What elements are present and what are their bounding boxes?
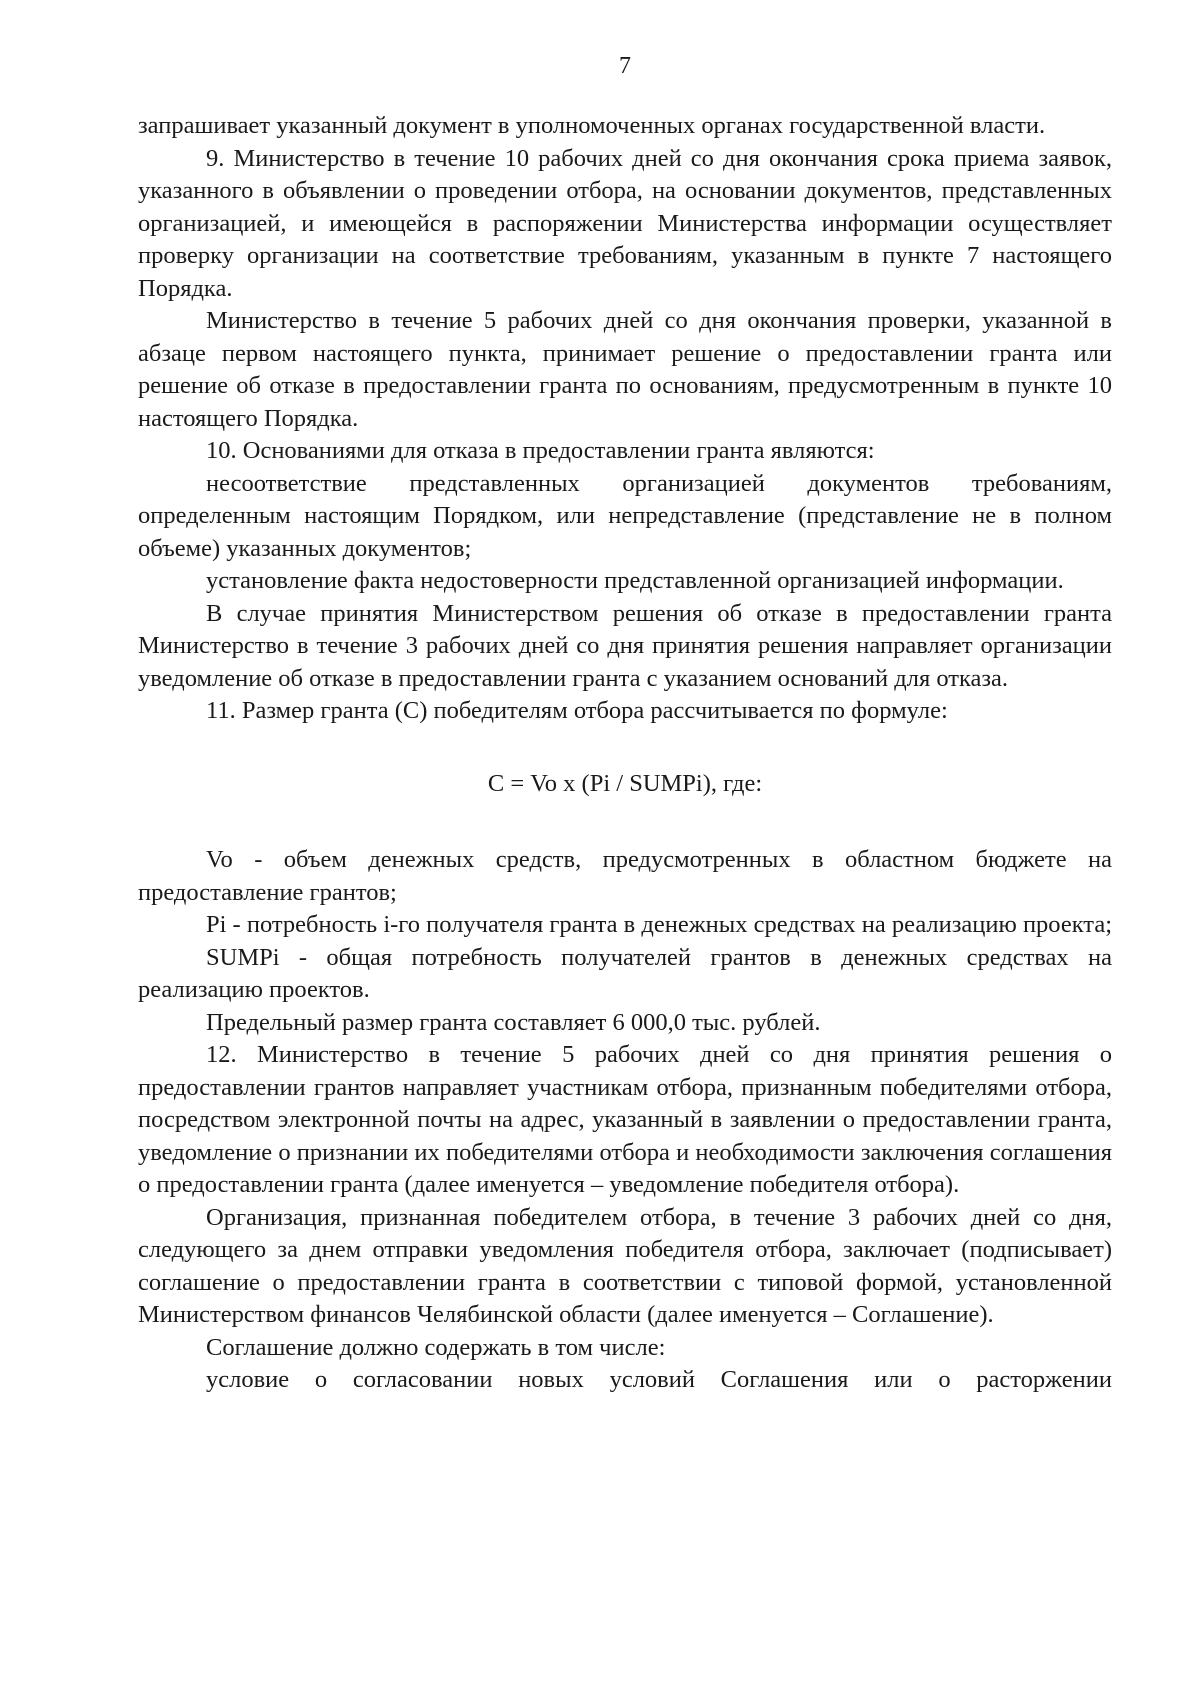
paragraph-grant-limit: Предельный размер гранта составляет 6 000,0 тыс. рублей.	[206, 1008, 821, 1036]
paragraph-agreement-contents: Соглашение должно содержать в том числе:	[206, 1333, 666, 1361]
paragraph-item-10: 10. Основаниями для отказа в предоставлении гранта являются:	[206, 437, 875, 464]
document-body	[138, 110, 1112, 1397]
paragraph-agreement-condition: условие о согласовании новых условий Соглашения или о расторжении	[206, 1366, 1112, 1393]
paragraph-refusal-notice: В случае принятия Министерством решения об отказе в предоставлении гранта Министерство в течение 3 рабочих дней со дня принятия решения направляет организации уведомление об отказе в предоставлении гранта с указанием оснований для отказа.	[138, 599, 1112, 692]
paragraph-pi-definition: Pi - потребность i-го получателя гранта в денежных средствах на реализацию проекта;	[206, 911, 1112, 938]
paragraph-item-11: 11. Размер гранта (С) победителям отбора рассчитывается по формуле:	[206, 697, 948, 724]
paragraph-item-12: 12. Министерство в течение 5 рабочих дней со дня принятия решения о предоставлении грантов направляет участникам отбора, признанным победителями отбора, посредством электронной почты на адрес, указанный в заявлении о предоставлении гранта, уведомление о признании их победителями отбора и необходимости заключения соглашения о предоставлении гранта (далее именуется – уведомление победителя отбора).	[138, 1041, 1112, 1198]
paragraph-ground-2: установление факта недостоверности представленной организацией информации.	[206, 567, 1064, 594]
paragraph-continuation: запрашивает указанный документ в уполномоченных органах государственной власти.	[138, 112, 1046, 139]
paragraph-ground-1: несоответствие представленных организацией документов требованиям, определенным настоящим Порядком, или непредставление (представление не в полном объеме) указанных документов;	[138, 469, 1112, 562]
paragraph-vo-definition: Vo - объем денежных средств, предусмотренных в областном бюджете на предоставление грантов;	[138, 846, 1112, 906]
page-number: 7	[619, 53, 631, 79]
paragraph-item-9: 9. Министерство в течение 10 рабочих дней со дня окончания срока приема заявок, указанного в объявлении о проведении отбора, на основании документов, представленных организацией, и имеющейся в распоряжении Министерства информации осуществляет проверку организации на соответствие требованиям, указанным в пункте 7 настоящего Порядка.	[138, 144, 1112, 302]
paragraph-agreement-signing: Организация, признанная победителем отбора, в течение 3 рабочих дней со дня, следующего за днем отправки уведомления победителя отбора, заключает (подписывает) соглашение о предоставлении гранта в соответствии с типовой формой, установленной Министерством финансов Челябинской области (далее именуется – Соглашение).	[138, 1203, 1112, 1328]
paragraph-sumpi-definition: SUMPi - общая потребность получателей грантов в денежных средствах на реализацию проектов.	[138, 943, 1112, 1003]
paragraph-decision: Министерство в течение 5 рабочих дней со дня окончания проверки, указанной в абзаце первом настоящего пункта, принимает решение о предоставлении гранта или решение об отказе в предоставлении гранта по основаниям, предусмотренным в пункте 10 настоящего Порядка.	[138, 307, 1112, 432]
grant-formula: С = Vo x (Pi / SUMPi), где:	[487, 769, 763, 797]
